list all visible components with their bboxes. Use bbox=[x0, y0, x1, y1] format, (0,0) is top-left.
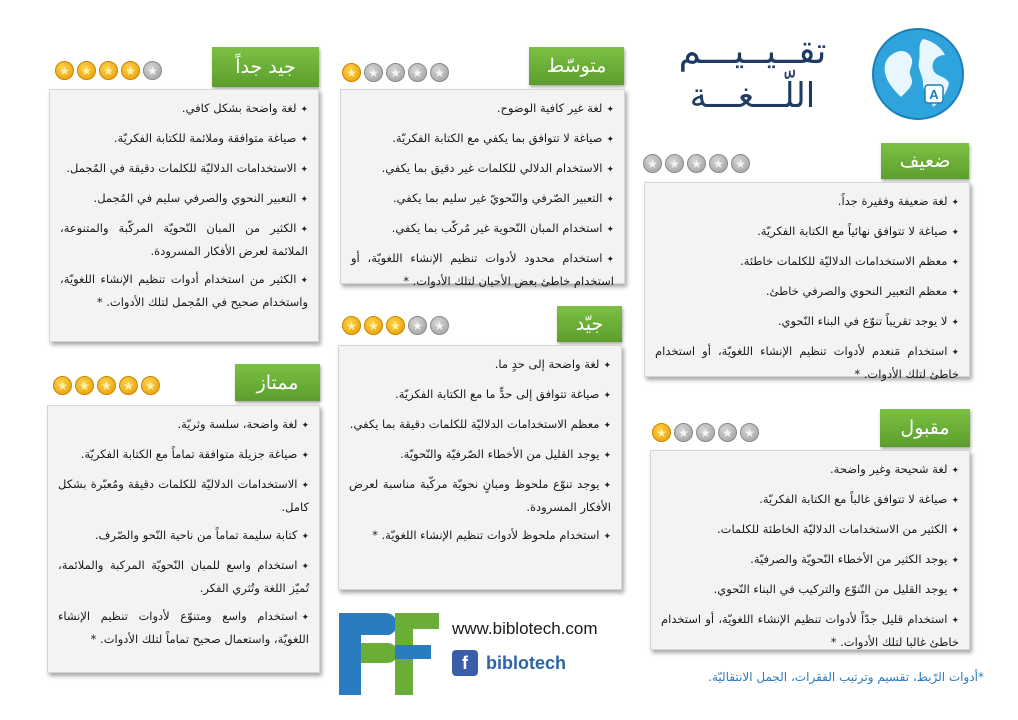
star-icon: ★ bbox=[342, 316, 361, 335]
star-icon: ★ bbox=[97, 376, 116, 395]
criteria-item bbox=[349, 384, 611, 407]
very-good-list bbox=[60, 98, 308, 313]
criteria-text: صياغة جزيلة متوافقة تماماً مع الكتابة الفكريّة. bbox=[80, 447, 298, 461]
arrow-bullet-icon: ✦ bbox=[951, 496, 959, 506]
criteria-text: الكثير من المبان النّحويّة المركّبة والمتنوعة، الملائمة لعرض الأفكار المسرودة. bbox=[60, 221, 308, 258]
star-icon: ★ bbox=[643, 154, 662, 173]
criteria-item bbox=[351, 128, 614, 151]
arrow-bullet-icon: ✦ bbox=[951, 526, 959, 536]
criteria-text: صياغة تتوافق إلى حدٍّ ما مع الكتابة الفكريّة. bbox=[395, 387, 600, 401]
bf-logo-icon bbox=[339, 613, 439, 695]
criteria-text: الاستخدام الدلالي للكلمات غير دقيق بما يكفي. bbox=[381, 161, 603, 175]
criteria-item bbox=[60, 218, 308, 262]
star-icon: ★ bbox=[709, 154, 728, 173]
criteria-text: استخدام مَنعدم لأدوات تنظيم الإنشاء اللغويّة، أو استخدام خاطئ لتلك الأدوات. * bbox=[655, 344, 959, 381]
arrow-bullet-icon: ✦ bbox=[603, 421, 611, 431]
criteria-item bbox=[60, 188, 308, 211]
star-icon: ★ bbox=[430, 316, 449, 335]
arrow-bullet-icon: ✦ bbox=[603, 451, 611, 461]
title-line-2: اللّـــغـــة bbox=[689, 76, 816, 116]
star-icon: ★ bbox=[408, 316, 427, 335]
arrow-bullet-icon: ✦ bbox=[606, 255, 614, 265]
arrow-bullet-icon: ✦ bbox=[603, 532, 611, 542]
criteria-item bbox=[351, 218, 614, 241]
criteria-item bbox=[351, 98, 614, 121]
arrow-bullet-icon: ✦ bbox=[301, 421, 309, 431]
criteria-item bbox=[60, 158, 308, 181]
good-rating-stars bbox=[342, 316, 449, 335]
star-icon: ★ bbox=[55, 61, 74, 80]
excellent-rating-stars bbox=[53, 376, 160, 395]
criteria-item bbox=[58, 525, 309, 548]
criteria-text: صياغة متوافقة وملائمة للكتابة الفكريّة. bbox=[113, 131, 297, 145]
weak-rating-stars bbox=[643, 154, 750, 173]
star-icon: ★ bbox=[99, 61, 118, 80]
facebook-icon: f bbox=[452, 650, 478, 676]
criteria-item bbox=[661, 549, 959, 572]
criteria-text: الاستخدامات الدلاليّة للكلمات دقيقة ومُعبّرة بشكل كامل. bbox=[58, 477, 309, 514]
arrow-bullet-icon: ✦ bbox=[603, 361, 611, 371]
criteria-text: استخدام قليل جدّاً لأدوات تنظيم الإنشاء اللغويّة، أو استخدام خاطئ غالبا لتلك الأدوات. * bbox=[661, 612, 959, 649]
criteria-text: معظم التعبير النحوي والصرفي خاطئ. bbox=[765, 284, 948, 298]
criteria-item bbox=[349, 354, 611, 377]
average-card bbox=[340, 89, 625, 288]
criteria-text: استخدام محدود لأدوات تنظيم الإنشاء اللغويّة، أو استخدام خاطئ بعض الأحيان لتلك الأدوات. * bbox=[351, 251, 614, 288]
very-good-label: جيد جداً bbox=[212, 47, 319, 87]
criteria-text: لغة واضحة إلى حدٍ ما. bbox=[494, 357, 600, 371]
star-icon: ★ bbox=[77, 61, 96, 80]
star-icon: ★ bbox=[119, 376, 138, 395]
weak-label: ضعيف bbox=[881, 143, 969, 179]
arrow-bullet-icon: ✦ bbox=[606, 225, 614, 235]
star-icon: ★ bbox=[731, 154, 750, 173]
arrow-bullet-icon: ✦ bbox=[951, 348, 959, 358]
acceptable-rating-stars bbox=[652, 423, 759, 442]
star-icon: ★ bbox=[652, 423, 671, 442]
star-icon: ★ bbox=[143, 61, 162, 80]
arrow-bullet-icon: ✦ bbox=[603, 391, 611, 401]
arrow-bullet-icon: ✦ bbox=[301, 613, 309, 623]
star-icon: ★ bbox=[674, 423, 693, 442]
star-icon: ★ bbox=[687, 154, 706, 173]
arrow-bullet-icon: ✦ bbox=[951, 586, 959, 596]
criteria-item bbox=[60, 269, 308, 313]
criteria-text: يوجد القليل من التّنوّع والتركيب في البناء النّحوي. bbox=[713, 582, 948, 596]
star-icon: ★ bbox=[696, 423, 715, 442]
good-label: جيّد bbox=[557, 306, 622, 342]
weak-list bbox=[655, 191, 959, 385]
criteria-item bbox=[655, 311, 959, 334]
star-icon: ★ bbox=[718, 423, 737, 442]
page-title bbox=[640, 30, 865, 118]
star-icon: ★ bbox=[75, 376, 94, 395]
criteria-text: الاستخدامات الدلاليّة للكلمات دقيقة في المُجمل. bbox=[66, 161, 297, 175]
star-icon: ★ bbox=[430, 63, 449, 82]
svg-text:A: A bbox=[929, 87, 939, 102]
good-list bbox=[349, 354, 611, 548]
criteria-item bbox=[58, 555, 309, 599]
arrow-bullet-icon: ✦ bbox=[301, 532, 309, 542]
criteria-item bbox=[351, 188, 614, 211]
star-icon: ★ bbox=[386, 316, 405, 335]
arrow-bullet-icon: ✦ bbox=[300, 225, 308, 235]
arrow-bullet-icon: ✦ bbox=[301, 562, 309, 572]
criteria-item bbox=[655, 251, 959, 274]
excellent-label: ممتاز bbox=[235, 364, 320, 401]
arrow-bullet-icon: ✦ bbox=[951, 288, 959, 298]
globe-icon bbox=[871, 27, 965, 121]
footer-note: *أدوات الرّبط، تقسيم وترتيب الفقرات، الجمل الانتقاليّة. bbox=[708, 670, 984, 684]
criteria-item bbox=[349, 414, 611, 437]
average-list bbox=[351, 98, 614, 292]
acceptable-list bbox=[661, 459, 959, 653]
criteria-text: لغة غير كافية الوضوح. bbox=[496, 101, 603, 115]
arrow-bullet-icon: ✦ bbox=[606, 195, 614, 205]
average-label: متوسّط bbox=[529, 47, 624, 85]
criteria-text: لغة واضحة، سلسة وثريّة. bbox=[177, 417, 298, 431]
criteria-item bbox=[349, 525, 611, 548]
title-line-1: تقــيــيـــم bbox=[678, 31, 827, 72]
good-card bbox=[338, 345, 622, 590]
criteria-text: التعبير الصّرفي والنّحويّ غير سليم بما يكفي. bbox=[392, 191, 603, 205]
criteria-text: استخدام المبان النّحوية غير مُركّب بما يكفي. bbox=[391, 221, 603, 235]
criteria-item bbox=[60, 98, 308, 121]
criteria-text: كتابة سليمة تماماً من ناحية النّحو والصّرف. bbox=[94, 528, 298, 542]
arrow-bullet-icon: ✦ bbox=[300, 276, 308, 286]
star-icon: ★ bbox=[386, 63, 405, 82]
criteria-item bbox=[655, 191, 959, 214]
arrow-bullet-icon: ✦ bbox=[300, 135, 308, 145]
criteria-text: لغة شحيحة وغير واضحة. bbox=[830, 462, 948, 476]
weak-card bbox=[644, 182, 970, 381]
brand-url-link[interactable]: www.biblotech.com bbox=[452, 619, 598, 638]
criteria-text: معظم الاستخدامات الدلاليّة للكلمات خاطئة. bbox=[740, 254, 948, 268]
arrow-bullet-icon: ✦ bbox=[300, 165, 308, 175]
criteria-text: الكثير من استخدام أدوات تنظيم الإنشاء اللغويّة، واستخدام صحيح في المُجمل لتلك الأدوات. * bbox=[60, 272, 308, 309]
star-icon: ★ bbox=[141, 376, 160, 395]
arrow-bullet-icon: ✦ bbox=[301, 481, 309, 491]
criteria-text: استخدام واسع ومتنوّع لأدوات تنظيم الإنشاء اللغويّة، واستعمال صحيح تماماً لتلك الأدوات. * bbox=[58, 609, 309, 646]
criteria-item bbox=[655, 341, 959, 385]
arrow-bullet-icon: ✦ bbox=[951, 318, 959, 328]
criteria-text: استخدام ملحوظ لأدوات تنظيم الإنشاء اللغويّة. * bbox=[372, 528, 600, 542]
criteria-item bbox=[661, 519, 959, 542]
criteria-item bbox=[661, 459, 959, 482]
star-icon: ★ bbox=[408, 63, 427, 82]
arrow-bullet-icon: ✦ bbox=[606, 165, 614, 175]
arrow-bullet-icon: ✦ bbox=[951, 198, 959, 208]
brand-facebook-link[interactable] bbox=[452, 650, 566, 676]
arrow-bullet-icon: ✦ bbox=[951, 616, 959, 626]
acceptable-card bbox=[650, 450, 970, 650]
average-rating-stars bbox=[342, 63, 449, 82]
criteria-text: صياغة لا تتوافق غالباً مع الكتابة الفكريّة. bbox=[759, 492, 948, 506]
star-icon: ★ bbox=[364, 63, 383, 82]
criteria-text: الكثير من الاستخدامات الدلاليّة الخاطئة للكلمات. bbox=[716, 522, 948, 536]
criteria-item bbox=[349, 444, 611, 467]
criteria-item bbox=[349, 474, 611, 518]
criteria-text: يوجد القليل من الأخطاء الصّرفيّة والنّحويّة. bbox=[400, 447, 600, 461]
criteria-item bbox=[58, 414, 309, 437]
arrow-bullet-icon: ✦ bbox=[951, 228, 959, 238]
criteria-text: التعبير النحوي والصرفي سليم في المُجمل. bbox=[93, 191, 297, 205]
arrow-bullet-icon: ✦ bbox=[301, 451, 309, 461]
arrow-bullet-icon: ✦ bbox=[300, 195, 308, 205]
criteria-text: معظم الاستخدامات الدلاليّة للكلمات دقيقة بما يكفي. bbox=[349, 417, 600, 431]
criteria-item bbox=[351, 248, 614, 292]
criteria-item bbox=[58, 606, 309, 650]
criteria-item bbox=[60, 128, 308, 151]
criteria-item bbox=[655, 281, 959, 304]
criteria-text: لا يوجد تقريباً تنوّع في البناء النّحوي. bbox=[777, 314, 948, 328]
criteria-text: لغة ضعيفة وفقيرة جداً. bbox=[837, 194, 948, 208]
star-icon: ★ bbox=[53, 376, 72, 395]
star-icon: ★ bbox=[665, 154, 684, 173]
criteria-item bbox=[661, 489, 959, 512]
star-icon: ★ bbox=[740, 423, 759, 442]
excellent-card bbox=[47, 405, 320, 673]
criteria-text: لغة واضحة بشكل كافي. bbox=[181, 101, 297, 115]
criteria-item bbox=[351, 158, 614, 181]
facebook-name: biblotech bbox=[486, 652, 566, 673]
criteria-text: يوجد الكثير من الأخطاء النّحويّة والصرفيّة. bbox=[750, 552, 948, 566]
criteria-item bbox=[655, 221, 959, 244]
criteria-item bbox=[661, 609, 959, 653]
arrow-bullet-icon: ✦ bbox=[951, 258, 959, 268]
excellent-list bbox=[58, 414, 309, 650]
criteria-item bbox=[661, 579, 959, 602]
star-icon: ★ bbox=[364, 316, 383, 335]
star-icon: ★ bbox=[121, 61, 140, 80]
criteria-text: استخدام واسع للمبان النّحويّة المركبة والملائمة، تُميّز اللغة وتُثري الفكر. bbox=[58, 558, 309, 595]
criteria-text: صياغة لا تتوافق نهائياً مع الكتابة الفكريّة. bbox=[757, 224, 948, 238]
criteria-item bbox=[58, 444, 309, 467]
very-good-card bbox=[49, 89, 319, 342]
arrow-bullet-icon: ✦ bbox=[300, 105, 308, 115]
acceptable-label: مقبول bbox=[880, 409, 970, 447]
arrow-bullet-icon: ✦ bbox=[606, 105, 614, 115]
very-good-rating-stars bbox=[55, 61, 162, 80]
arrow-bullet-icon: ✦ bbox=[951, 466, 959, 476]
arrow-bullet-icon: ✦ bbox=[951, 556, 959, 566]
arrow-bullet-icon: ✦ bbox=[606, 135, 614, 145]
criteria-item bbox=[58, 474, 309, 518]
arrow-bullet-icon: ✦ bbox=[603, 481, 611, 491]
criteria-text: صياغة لا تتوافق بما يكفي مع الكتابة الفكريّة. bbox=[392, 131, 603, 145]
criteria-text: يوجد تنوّع ملحوظ ومبانٍ نحويّة مركّبة مناسبة لعرض الأفكار المسرودة. bbox=[349, 477, 611, 514]
star-icon: ★ bbox=[342, 63, 361, 82]
